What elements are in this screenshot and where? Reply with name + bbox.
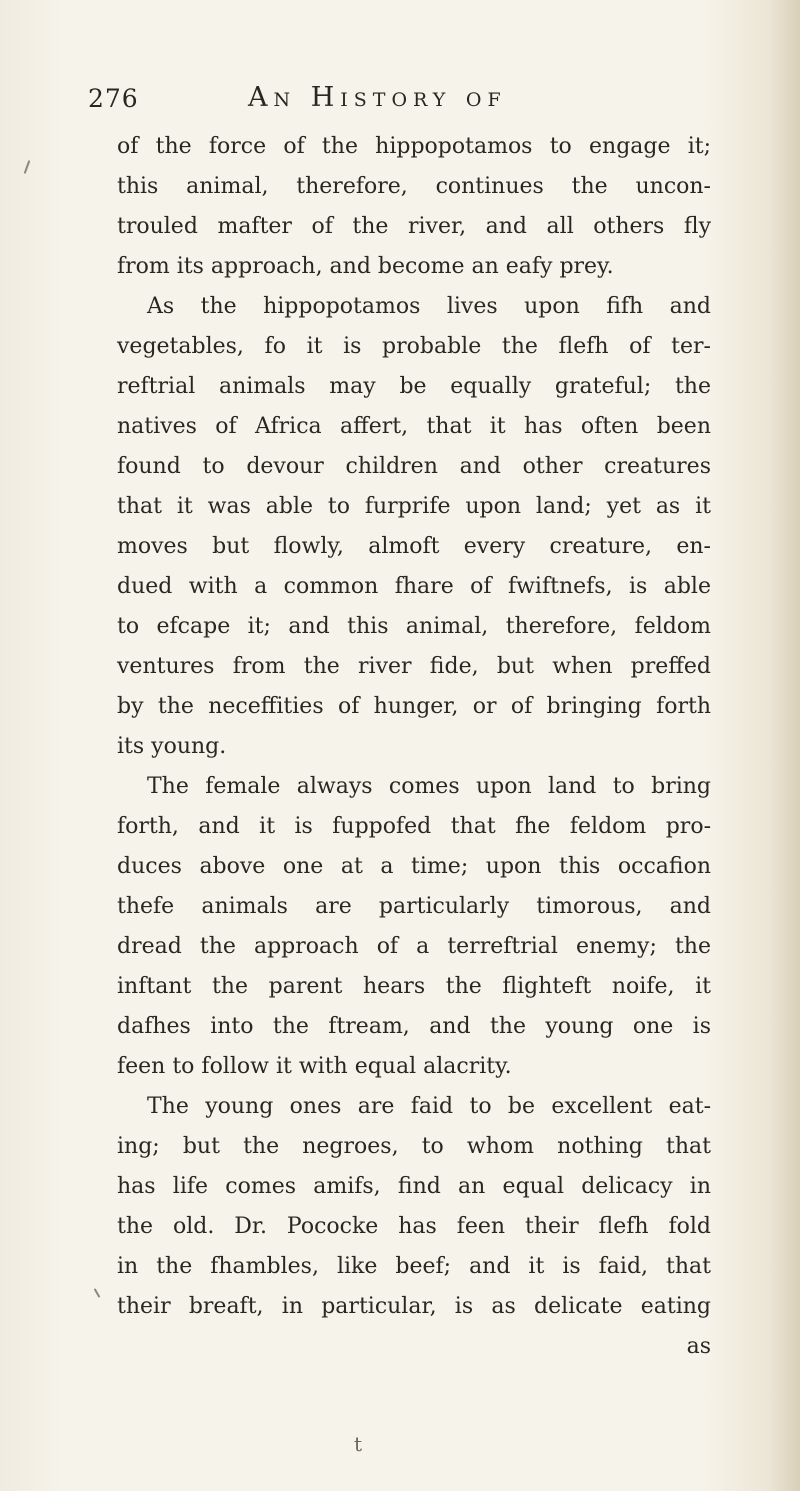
text-line: The young ones are faid to be excellent eat- (147, 1094, 711, 1119)
text-line: in the fhambles, like beef; and it is faid, that (117, 1254, 711, 1279)
body-text (117, 127, 711, 1367)
stray-mark (94, 1288, 101, 1298)
text-line: The female always comes upon land to bring (147, 774, 711, 799)
text-line: natives of Africa affert, that it has often been (117, 414, 711, 439)
text-line: reftrial animals may be equally grateful; the (117, 374, 711, 399)
text-line: inftant the parent hears the flighteft noife, it (117, 974, 711, 999)
text-line: has life comes amifs, find an equal delicacy in (117, 1174, 711, 1199)
text-line: thefe animals are particularly timorous, and (117, 894, 711, 919)
text-line: from its approach, and become an eafy prey. (117, 254, 614, 279)
text-line: ventures from the river fide, but when preffed (117, 654, 711, 679)
text-line: their breaft, in particular, is as delicate eating (117, 1294, 711, 1319)
text-line: feen to follow it with equal alacrity. (117, 1054, 512, 1079)
text-line: of the force of the hippopotamos to engage it; (117, 134, 711, 159)
text-line: vegetables, fo it is probable the flefh of ter- (117, 334, 711, 359)
text-line: forth, and it is fuppofed that fhe feldom pro- (117, 814, 711, 839)
text-line: dread the approach of a terreftrial enemy; the (117, 934, 711, 959)
catchword: as (686, 1334, 711, 1359)
text-line: dued with a common fhare of fwiftnefs, is able (117, 574, 711, 599)
text-line: to efcape it; and this animal, therefore, feldom (117, 614, 711, 639)
text-line: ing; but the negroes, to whom nothing that (117, 1134, 711, 1159)
text-line: its young. (117, 734, 227, 759)
text-line: that it was able to furprife upon land; yet as it (117, 494, 711, 519)
text-line: the old. Dr. Pococke has feen their flefh fold (117, 1214, 711, 1239)
signature-mark: t (354, 1432, 363, 1456)
page-header (88, 78, 708, 118)
text-line: found to devour children and other creatures (117, 454, 711, 479)
page-number: 276 (88, 84, 139, 113)
text-line: As the hippopotamos lives upon fifh and (147, 294, 711, 319)
text-line: dafhes into the ftream, and the young one is (117, 1014, 711, 1039)
running-title: An History of (248, 82, 507, 113)
stray-mark (24, 160, 31, 174)
text-line: duces above one at a time; upon this occafion (117, 854, 711, 879)
text-line: moves but flowly, almoft every creature, en- (117, 534, 711, 559)
text-line: by the neceffities of hunger, or of bringing forth (117, 694, 711, 719)
text-line: this animal, therefore, continues the uncon- (117, 174, 711, 199)
text-line: trouled mafter of the river, and all others fly (117, 214, 711, 239)
